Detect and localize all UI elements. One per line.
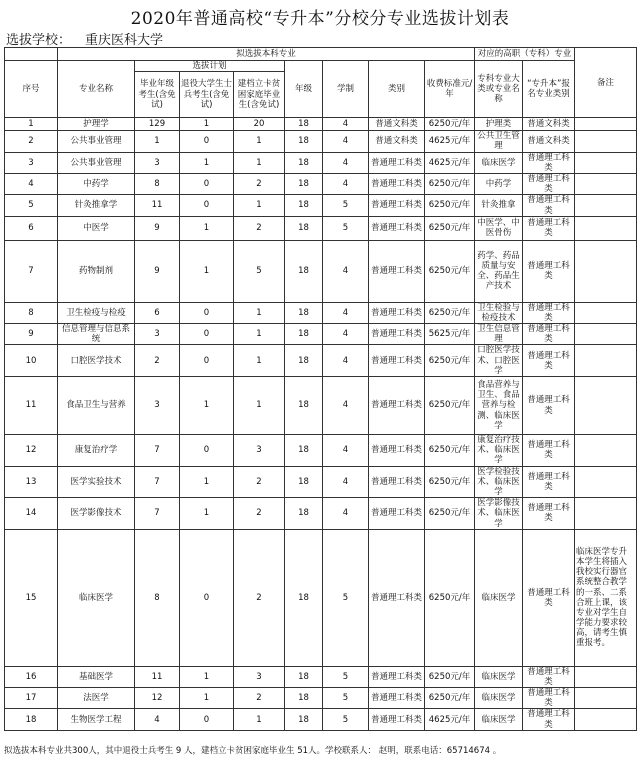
- grads-cell: 11: [135, 666, 180, 687]
- major-cell: 中药学: [58, 173, 135, 194]
- major-cell: 药物制剂: [58, 240, 135, 302]
- grade-cell: 18: [285, 173, 323, 194]
- remark-cell: [575, 666, 637, 687]
- source-major-cell: 口腔医学技术、口腔医学: [475, 345, 523, 377]
- fee-cell: 5625元/年: [425, 324, 475, 345]
- poverty-cell: 1: [234, 709, 285, 730]
- seq-cell: 10: [5, 345, 58, 377]
- grade-cell: 18: [285, 118, 323, 131]
- years-cell: 4: [323, 498, 369, 530]
- major-cell: 口腔医学技术: [58, 345, 135, 377]
- fee-cell: 6250元/年: [425, 216, 475, 240]
- veterans-cell: 0: [180, 529, 234, 666]
- source-major-cell: 护理类: [475, 118, 523, 131]
- years-cell: 5: [323, 709, 369, 730]
- seq-cell: 17: [5, 688, 58, 709]
- seq-cell: 9: [5, 324, 58, 345]
- category-cell: 普通文科类: [369, 131, 425, 152]
- seq-cell: 1: [5, 118, 58, 131]
- seq-cell: 6: [5, 216, 58, 240]
- header-grade: 年级: [285, 61, 323, 118]
- years-cell: 4: [323, 131, 369, 152]
- remark-cell: [575, 302, 637, 323]
- poverty-cell: 2: [234, 529, 285, 666]
- exam-category-cell: 普通理工科类: [523, 302, 575, 323]
- grads-cell: 7: [135, 498, 180, 530]
- header-plan-group: 选拔计划: [135, 61, 285, 72]
- header-undergrad-group: 拟选拔本科专业: [58, 48, 475, 61]
- remark-cell: [575, 377, 637, 435]
- remark-cell: [575, 709, 637, 730]
- fee-cell: 4625元/年: [425, 131, 475, 152]
- source-major-cell: 医学影像技术、临床医学: [475, 498, 523, 530]
- major-cell: 临床医学: [58, 529, 135, 666]
- source-major-cell: 中医学、中医骨伤: [475, 216, 523, 240]
- grade-cell: 18: [285, 302, 323, 323]
- grads-cell: 11: [135, 195, 180, 216]
- remark-cell: [575, 466, 637, 498]
- seq-cell: 2: [5, 131, 58, 152]
- category-cell: 普通理工科类: [369, 688, 425, 709]
- exam-category-cell: 普通理工科类: [523, 688, 575, 709]
- veterans-cell: 0: [180, 324, 234, 345]
- category-cell: 普通理工科类: [369, 152, 425, 173]
- remark-cell: [575, 345, 637, 377]
- seq-cell: 8: [5, 302, 58, 323]
- fee-cell: 6250元/年: [425, 195, 475, 216]
- school-label: 选拔学校：: [6, 33, 72, 48]
- exam-category-cell: 普通理工科类: [523, 435, 575, 467]
- poverty-cell: 2: [234, 173, 285, 194]
- table-row: [5, 173, 637, 194]
- grade-cell: 18: [285, 240, 323, 302]
- fee-cell: 4625元/年: [425, 152, 475, 173]
- exam-category-cell: 普通文科类: [523, 118, 575, 131]
- fee-cell: 6250元/年: [425, 498, 475, 530]
- seq-cell: 3: [5, 152, 58, 173]
- grade-cell: 18: [285, 709, 323, 730]
- grade-cell: 18: [285, 345, 323, 377]
- years-cell: 5: [323, 216, 369, 240]
- seq-cell: 16: [5, 666, 58, 687]
- fee-cell: 6250元/年: [425, 302, 475, 323]
- years-cell: 5: [323, 666, 369, 687]
- years-cell: 5: [323, 688, 369, 709]
- veterans-cell: 1: [180, 118, 234, 131]
- fee-cell: 6250元/年: [425, 345, 475, 377]
- seq-cell: 14: [5, 498, 58, 530]
- poverty-cell: 1: [234, 345, 285, 377]
- veterans-cell: 1: [180, 466, 234, 498]
- table-row: [5, 240, 637, 302]
- table-row: [5, 709, 637, 730]
- remark-cell: [575, 324, 637, 345]
- major-cell: 中医学: [58, 216, 135, 240]
- grade-cell: 18: [285, 498, 323, 530]
- header-grads: 毕业年级考生(含免试): [135, 72, 180, 118]
- grade-cell: 18: [285, 435, 323, 467]
- header-seq: 序号: [5, 61, 58, 118]
- years-cell: 4: [323, 466, 369, 498]
- grads-cell: 8: [135, 529, 180, 666]
- source-major-cell: 临床医学: [475, 529, 523, 666]
- table-row: [5, 666, 637, 687]
- grade-cell: 18: [285, 529, 323, 666]
- selection-plan-table: [4, 47, 637, 731]
- category-cell: 普通理工科类: [369, 216, 425, 240]
- source-major-cell: 食品营养与卫生、食品营养与检测、临床医学: [475, 377, 523, 435]
- years-cell: 5: [323, 195, 369, 216]
- source-major-cell: 针灸推拿: [475, 195, 523, 216]
- poverty-cell: 1: [234, 152, 285, 173]
- veterans-cell: 0: [180, 195, 234, 216]
- poverty-cell: 2: [234, 466, 285, 498]
- remark-cell: [575, 688, 637, 709]
- grads-cell: 2: [135, 345, 180, 377]
- category-cell: 普通理工科类: [369, 195, 425, 216]
- fee-cell: 6250元/年: [425, 173, 475, 194]
- source-major-cell: 临床医学: [475, 688, 523, 709]
- header-poverty: 建档立卡贫困家庭毕业生(含免试): [234, 72, 285, 118]
- years-cell: 4: [323, 324, 369, 345]
- veterans-cell: 0: [180, 709, 234, 730]
- grads-cell: 1: [135, 131, 180, 152]
- veterans-cell: 1: [180, 666, 234, 687]
- major-cell: 食品卫生与营养: [58, 377, 135, 435]
- remark-cell: [575, 435, 637, 467]
- years-cell: 4: [323, 377, 369, 435]
- fee-cell: 6250元/年: [425, 666, 475, 687]
- grads-cell: 9: [135, 216, 180, 240]
- exam-category-cell: 普通理工科类: [523, 152, 575, 173]
- grade-cell: 18: [285, 466, 323, 498]
- fee-cell: 6250元/年: [425, 688, 475, 709]
- seq-cell: 15: [5, 529, 58, 666]
- grads-cell: 3: [135, 324, 180, 345]
- exam-category-cell: 普通理工科类: [523, 240, 575, 302]
- fee-cell: 6250元/年: [425, 435, 475, 467]
- grads-cell: 129: [135, 118, 180, 131]
- category-cell: 普通理工科类: [369, 240, 425, 302]
- grads-cell: 4: [135, 709, 180, 730]
- years-cell: 5: [323, 529, 369, 666]
- source-major-cell: 中药学: [475, 173, 523, 194]
- source-major-cell: 药学、药品质量与安全、药品生产技术: [475, 240, 523, 302]
- footer-note: 拟选拔本科专业共300人，其中退役士兵考生 9 人，建档立卡贫困家庭毕业生 51人。学校联系人： 赵明，联系电话：65714674 。: [4, 746, 502, 756]
- table-row: [5, 131, 637, 152]
- poverty-cell: 2: [234, 688, 285, 709]
- grade-cell: 18: [285, 688, 323, 709]
- grads-cell: 12: [135, 688, 180, 709]
- school-line: [6, 29, 163, 48]
- exam-category-cell: 普通理工科类: [523, 195, 575, 216]
- table-row: [5, 152, 637, 173]
- header-fee: 收费标准元/年: [425, 61, 475, 118]
- source-major-cell: 医学检验技术、临床医学: [475, 466, 523, 498]
- major-cell: 护理学: [58, 118, 135, 131]
- source-major-cell: 公共卫生管理: [475, 131, 523, 152]
- major-cell: 康复治疗学: [58, 435, 135, 467]
- exam-category-cell: 普通文科类: [523, 131, 575, 152]
- years-cell: 4: [323, 345, 369, 377]
- fee-cell: 6250元/年: [425, 466, 475, 498]
- poverty-cell: 20: [234, 118, 285, 131]
- poverty-cell: 1: [234, 324, 285, 345]
- poverty-cell: 3: [234, 666, 285, 687]
- poverty-cell: 1: [234, 302, 285, 323]
- source-major-cell: 临床医学: [475, 666, 523, 687]
- years-cell: 4: [323, 240, 369, 302]
- grads-cell: 7: [135, 466, 180, 498]
- grade-cell: 18: [285, 377, 323, 435]
- grads-cell: 8: [135, 173, 180, 194]
- veterans-cell: 0: [180, 435, 234, 467]
- category-cell: 普通理工科类: [369, 529, 425, 666]
- header-blank-cell: [5, 48, 58, 61]
- table-row: [5, 498, 637, 530]
- poverty-cell: 2: [234, 216, 285, 240]
- grade-cell: 18: [285, 666, 323, 687]
- veterans-cell: 1: [180, 216, 234, 240]
- category-cell: 普通理工科类: [369, 435, 425, 467]
- major-cell: 基础医学: [58, 666, 135, 687]
- grads-cell: 3: [135, 377, 180, 435]
- veterans-cell: 1: [180, 377, 234, 435]
- category-cell: 普通理工科类: [369, 324, 425, 345]
- category-cell: 普通理工科类: [369, 466, 425, 498]
- major-cell: 公共事业管理: [58, 131, 135, 152]
- grade-cell: 18: [285, 131, 323, 152]
- grade-cell: 18: [285, 216, 323, 240]
- table-row: [5, 529, 637, 666]
- veterans-cell: 0: [180, 173, 234, 194]
- major-cell: 医学影像技术: [58, 498, 135, 530]
- exam-category-cell: 普通理工科类: [523, 709, 575, 730]
- major-cell: 生物医学工程: [58, 709, 135, 730]
- category-cell: 普通理工科类: [369, 302, 425, 323]
- seq-cell: 18: [5, 709, 58, 730]
- category-cell: 普通理工科类: [369, 666, 425, 687]
- poverty-cell: 1: [234, 377, 285, 435]
- category-cell: 普通理工科类: [369, 345, 425, 377]
- grade-cell: 18: [285, 152, 323, 173]
- remark-cell: 临床医学专升本学生将插入我校实行器官系统整合教学的一系、二系合班上课，该专业对学生自学能力要求较高，请考生慎重报考。: [575, 529, 637, 666]
- exam-category-cell: 普通理工科类: [523, 377, 575, 435]
- exam-category-cell: 普通理工科类: [523, 324, 575, 345]
- veterans-cell: 0: [180, 302, 234, 323]
- major-cell: 公共事业管理: [58, 152, 135, 173]
- table-row: [5, 377, 637, 435]
- header-major: 专业名称: [58, 61, 135, 118]
- table-row: [5, 324, 637, 345]
- veterans-cell: 0: [180, 345, 234, 377]
- poverty-cell: 1: [234, 195, 285, 216]
- table-row: [5, 345, 637, 377]
- exam-category-cell: 普通理工科类: [523, 466, 575, 498]
- header-source-group: 对应的高职（专科）专业: [475, 48, 575, 61]
- grads-cell: 3: [135, 152, 180, 173]
- header-years: 学制: [323, 61, 369, 118]
- years-cell: 4: [323, 118, 369, 131]
- remark-cell: [575, 240, 637, 302]
- years-cell: 4: [323, 152, 369, 173]
- major-cell: 卫生检疫与检疫: [58, 302, 135, 323]
- header-exam-category: “专升本”报名专业类别: [523, 61, 575, 118]
- poverty-cell: 2: [234, 498, 285, 530]
- years-cell: 4: [323, 302, 369, 323]
- fee-cell: 6250元/年: [425, 529, 475, 666]
- seq-cell: 12: [5, 435, 58, 467]
- table-row: [5, 216, 637, 240]
- fee-cell: 6250元/年: [425, 118, 475, 131]
- table-row: [5, 466, 637, 498]
- remark-cell: [575, 195, 637, 216]
- table-row: [5, 195, 637, 216]
- school-name: 重庆医科大学: [85, 33, 164, 48]
- source-major-cell: 卫生检验与检疫技术: [475, 302, 523, 323]
- seq-cell: 4: [5, 173, 58, 194]
- category-cell: 普通理工科类: [369, 498, 425, 530]
- veterans-cell: 1: [180, 152, 234, 173]
- page-title: 2020年普通高校“专升本”分校分专业选拔计划表: [130, 9, 510, 29]
- remark-cell: [575, 216, 637, 240]
- source-major-cell: 卫生信息管理: [475, 324, 523, 345]
- veterans-cell: 0: [180, 131, 234, 152]
- source-major-cell: 康复治疗技术、临床医学: [475, 435, 523, 467]
- exam-category-cell: 普通理工科类: [523, 666, 575, 687]
- remark-cell: [575, 131, 637, 152]
- exam-category-cell: 普通理工科类: [523, 216, 575, 240]
- category-cell: 普通理工科类: [369, 377, 425, 435]
- grads-cell: 9: [135, 240, 180, 302]
- veterans-cell: 1: [180, 498, 234, 530]
- fee-cell: 6250元/年: [425, 240, 475, 302]
- seq-cell: 11: [5, 377, 58, 435]
- exam-category-cell: 普通理工科类: [523, 529, 575, 666]
- remark-cell: [575, 152, 637, 173]
- category-cell: 普通理工科类: [369, 709, 425, 730]
- grads-cell: 6: [135, 302, 180, 323]
- major-cell: 医学实验技术: [58, 466, 135, 498]
- fee-cell: 6250元/年: [425, 377, 475, 435]
- source-major-cell: 临床医学: [475, 152, 523, 173]
- grads-cell: 7: [135, 435, 180, 467]
- grade-cell: 18: [285, 324, 323, 345]
- table-row: [5, 302, 637, 323]
- veterans-cell: 1: [180, 688, 234, 709]
- seq-cell: 7: [5, 240, 58, 302]
- table-row: [5, 688, 637, 709]
- exam-category-cell: 普通理工科类: [523, 173, 575, 194]
- veterans-cell: 1: [180, 240, 234, 302]
- exam-category-cell: 普通理工科类: [523, 345, 575, 377]
- grade-cell: 18: [285, 195, 323, 216]
- poverty-cell: 1: [234, 131, 285, 152]
- years-cell: 4: [323, 435, 369, 467]
- header-category: 类别: [369, 61, 425, 118]
- major-cell: 信息管理与信息系统: [58, 324, 135, 345]
- fee-cell: 4625元/年: [425, 709, 475, 730]
- table-row: [5, 118, 637, 131]
- years-cell: 4: [323, 173, 369, 194]
- major-cell: 针灸推拿学: [58, 195, 135, 216]
- poverty-cell: 3: [234, 435, 285, 467]
- header-remark: 备注: [575, 48, 637, 118]
- exam-category-cell: 普通理工科类: [523, 498, 575, 530]
- header-veterans: 退役大学生士兵考生(含免试): [180, 72, 234, 118]
- header-source-major: 专科专业大类或专业名称: [475, 61, 523, 118]
- seq-cell: 13: [5, 466, 58, 498]
- source-major-cell: 临床医学: [475, 709, 523, 730]
- remark-cell: [575, 498, 637, 530]
- table-row: [5, 435, 637, 467]
- seq-cell: 5: [5, 195, 58, 216]
- category-cell: 普通文科类: [369, 118, 425, 131]
- remark-cell: [575, 173, 637, 194]
- remark-cell: [575, 118, 637, 131]
- category-cell: 普通理工科类: [369, 173, 425, 194]
- major-cell: 法医学: [58, 688, 135, 709]
- poverty-cell: 5: [234, 240, 285, 302]
